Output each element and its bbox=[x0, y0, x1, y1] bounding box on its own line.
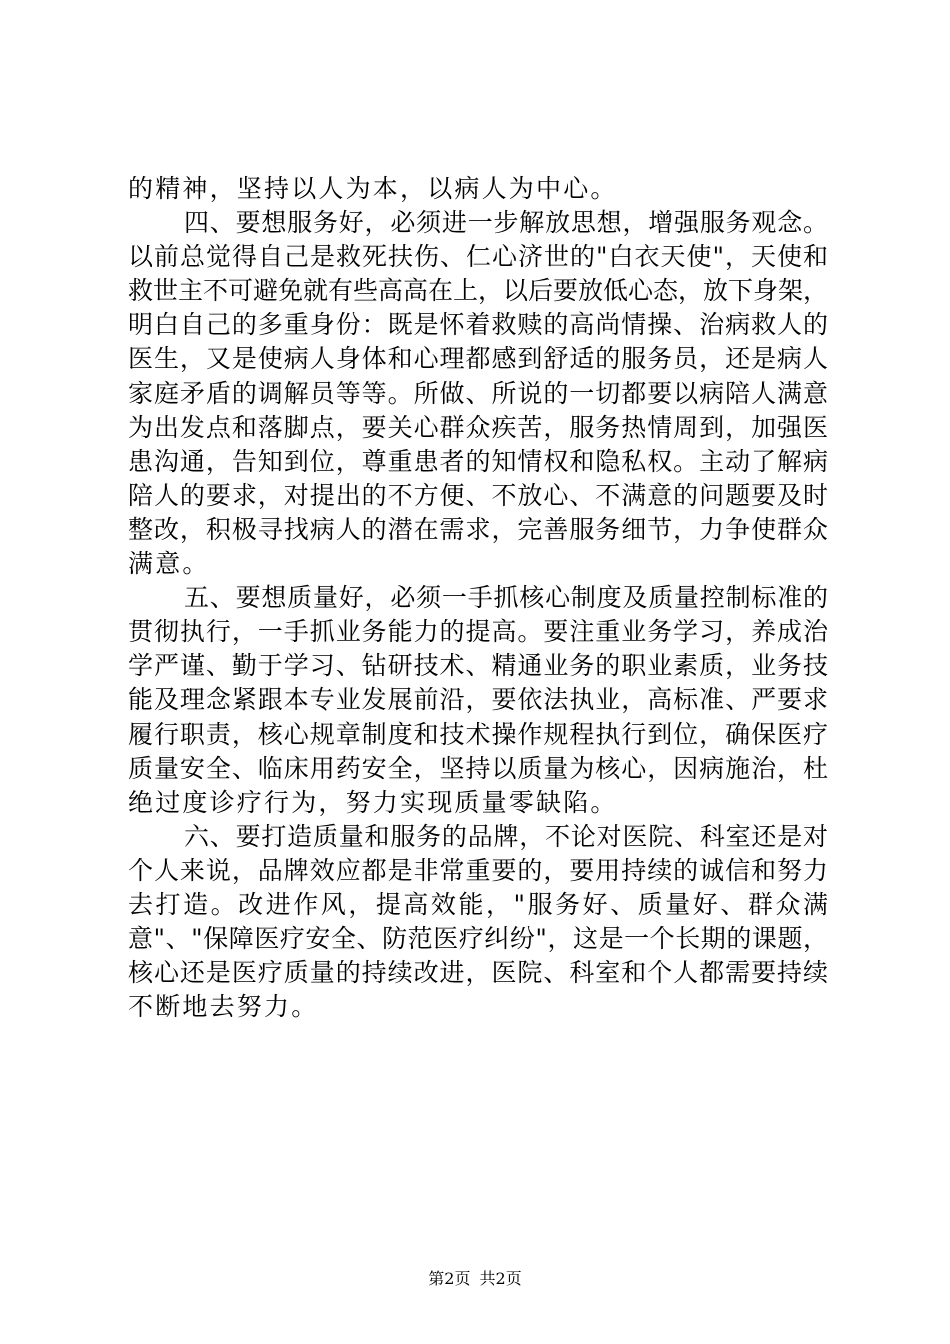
text-line: 意"、"保障医疗安全、防范医疗纠纷"，这是一个长期的课题， bbox=[128, 924, 828, 954]
page-footer bbox=[0, 1269, 950, 1289]
text-line: 救世主不可避免就有些高高在上，以后要放低心态，放下身架， bbox=[128, 276, 829, 306]
text-line: 质量安全、临床用药安全，坚持以质量为核心，因病施治，杜 bbox=[128, 753, 828, 783]
text-line: 明白自己的多重身份：既是怀着救赎的高尚情操、治病救人的 bbox=[128, 310, 828, 340]
text-line: 为出发点和落脚点，要关心群众疾苦，服务热情周到，加强医 bbox=[128, 412, 828, 442]
text-line: 的精神，坚持以人为本，以病人为中心。 bbox=[128, 174, 618, 203]
text-line: 履行职责，核心规章制度和技术操作规程执行到位，确保医疗 bbox=[128, 719, 828, 749]
text-line: 学严谨、勤于学习、钻研技术、精通业务的职业素质，业务技 bbox=[128, 651, 828, 681]
text-line: 以前总觉得自己是救死扶伤、仁心济世的"白衣天使"，天使和 bbox=[128, 242, 828, 272]
paragraph-heading-4: 四、要想服务好，必须进一步解放思想，增强服务观念。 bbox=[184, 208, 828, 238]
document-body bbox=[128, 172, 828, 1024]
text-line: 家庭矛盾的调解员等等。所做、所说的一切都要以病陪人满意 bbox=[128, 378, 828, 408]
text-line: 贯彻执行，一手抓业务能力的提高。要注重业务学习，养成治 bbox=[128, 617, 828, 647]
text-line: 满意。 bbox=[128, 549, 210, 579]
paragraph-heading-6: 六、要打造质量和服务的品牌，不论对医院、科室还是对 bbox=[184, 821, 828, 851]
text-line: 陪人的要求，对提出的不方便、不放心、不满意的问题要及时 bbox=[128, 480, 828, 510]
text-line: 核心还是医疗质量的持续改进，医院、科室和个人都需要持续 bbox=[128, 958, 828, 988]
page-number: 第2页 bbox=[428, 1269, 471, 1288]
text-line: 医生，又是使病人身体和心理都感到舒适的服务员，还是病人 bbox=[128, 344, 828, 374]
page-total: 共2页 bbox=[479, 1269, 522, 1288]
paragraph-heading-5: 五、要想质量好，必须一手抓核心制度及质量控制标准的 bbox=[184, 583, 828, 613]
text-line: 能及理念紧跟本专业发展前沿，要依法执业，高标准、严要求 bbox=[128, 685, 828, 715]
text-line: 绝过度诊疗行为，努力实现质量零缺陷。 bbox=[128, 787, 618, 817]
text-line: 整改，积极寻找病人的潜在需求，完善服务细节，力争使群众 bbox=[128, 514, 828, 544]
text-line: 个人来说，品牌效应都是非常重要的，要用持续的诚信和努力 bbox=[128, 855, 828, 885]
text-line: 不断地去努力。 bbox=[128, 992, 319, 1022]
text-line: 去打造。改进作风，提高效能，"服务好、质量好、群众满 bbox=[128, 889, 828, 919]
text-line: 患沟通，告知到位，尊重患者的知情权和隐私权。主动了解病 bbox=[128, 446, 828, 476]
